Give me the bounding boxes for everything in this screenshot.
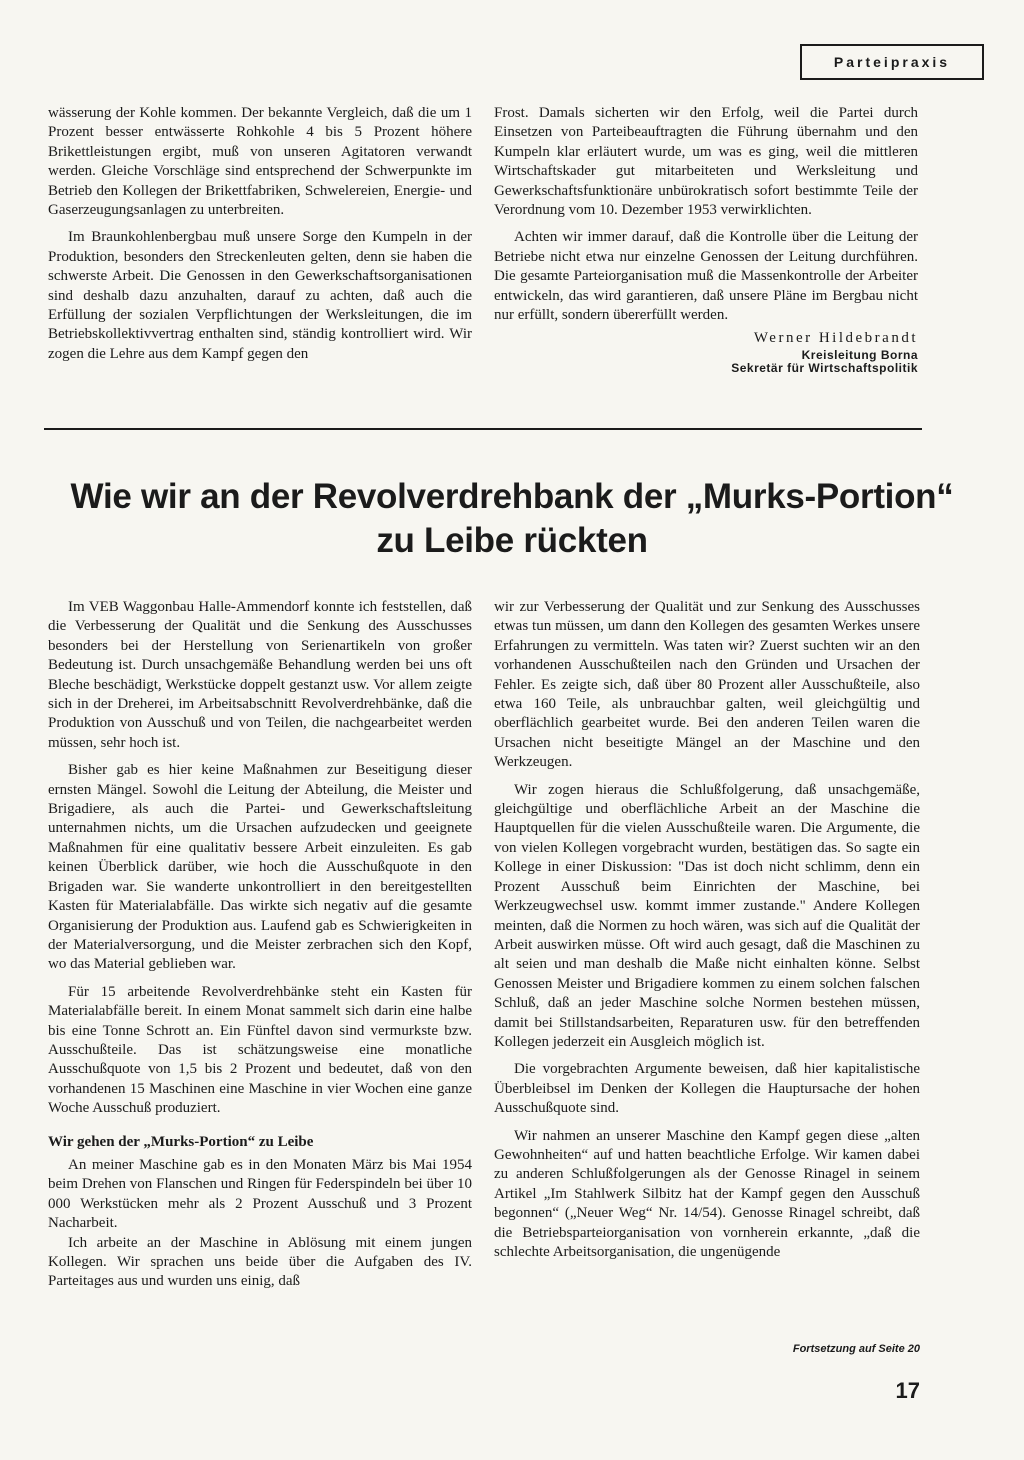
- paragraph: Ich arbeite an der Maschine in Ablösung mit einem jungen Kollegen. Wir sprachen uns beide über die Aufgaben des IV. Parteitages aus und wurden uns einig, daß: [48, 1234, 472, 1290]
- paragraph: Wir nahmen an unserer Maschine den Kampf gegen diese „alten Gewohnheiten“ auf und hatten beachtliche Erfolge. Wir kamen dabei zu anderen Schlußfolgerungen als der Genosse Rinagel in seinem Artikel „Im Stahlwerk Silbitz hat der Kampf gegen den Ausschuß begonnen“ („Neuer Weg“ Nr. 14/54). Genosse Rinagel schreibt, daß die Betriebsparteiorganisation von vornherein erkannte, „daß die schlechte Arbeitsorganisation, die ungenügende: [494, 1127, 920, 1260]
- article-left-column: [48, 598, 472, 1292]
- paragraph: Bisher gab es hier keine Maßnahmen zur Beseitigung dieser ernsten Mängel. Sowohl die Leitung der Abteilung, die Meister und Brigadiere, als auch die Partei- und Gewerkschaftsleitung unternahmen nichts, um die Ursachen aufzudecken und geeignete Maßnahmen für eine qualitativ bessere Arbeit einzuleiten. Es gab keinen Überblick darüber, wie hoch die Ausschußquote in den Brigaden war. Sie wanderte unkontrolliert in den bereitgestellten Kasten für Materialabfälle. Das wirkte sich negativ auf die gesamte Organisierung der Produktion aus. Laufend gab es Schwierigkeiten in der Materialversorgung, und die Meister zerbrachen sich den Kopf, wo das Material geblieben war.: [48, 762, 472, 973]
- paragraph: An meiner Maschine gab es in den Monaten März bis Mai 1954 beim Drehen von Flanschen und Ringen für Federspindeln bei über 10 000 Werkstücken mehr als 2 Prozent Ausschuß und 3 Prozent Nacharbeit.: [48, 1156, 472, 1232]
- article-headline: [40, 475, 984, 563]
- author-role: Sekretär für Wirtschaftspolitik: [731, 360, 918, 375]
- article-right-column: [494, 598, 920, 1262]
- top-article-right-column: [494, 104, 918, 375]
- paragraph: Im Braunkohlenbergbau muß unsere Sorge den Kumpeln in der Produktion, besonders den Streckenleuten gelten, denn sie haben die schwerste Arbeit. Die Genossen in den Gewerkschaftsorganisationen sind deshalb dazu anzuhalten, darauf zu achten, daß auch die Erfüllung der sozialen Verpflichtungen der Werksleitungen, die im Betriebskollektivvertrag enthalten sind, ständig kontrolliert wird. Wir zogen die Lehre aus dem Kampf gegen den: [48, 229, 472, 362]
- continued-note: Fortsetzung auf Seite 20: [792, 1343, 920, 1355]
- headline-line-2: zu Leibe rückten: [376, 521, 648, 560]
- page-number: 17: [895, 1378, 920, 1403]
- paragraph: Die vorgebrachten Argumente beweisen, daß hier kapitalistische Überbleibsel im Denken der Kollegen die Hauptursache der hohen Ausschußquote sind.: [494, 1061, 920, 1117]
- author-unit: Kreisleitung Borna: [801, 347, 918, 362]
- paragraph: Wir zogen hieraus die Schlußfolgerung, daß unsachgemäße, gleichgültige und oberflächliche Arbeit an der Maschine die Hauptquellen für die vielen Ausschußteile waren. Die Argumente, die von vielen Kollegen vorgebracht wurden, bestätigen das. So sagte ein Kollege in einer Diskussion: "Das ist doch nicht schlimm, denn ein Prozent Ausschuß beim Einrichten der Maschine, bei Werkzeugwechsel usw. kommt immer zustande." Andere Kollegen meinten, daß die Normen zu hoch wären, was sich auf die Qualität der Arbeit auswirken müsse. Oft wird auch gesagt, daß die Maschinen zu alt seien und man deshalb die Maße nicht einhalten könne. Selbst Genossen Meister und Brigadiere kommen zu einem solchen falschen Schluß, daß an jeder Maschine solche Normen bestehen müssen, damit bei Stillstandsarbeiten, Reparaturen usw. für den betreffenden Kollegen jederzeit ein Ausgleich möglich ist.: [494, 781, 920, 1050]
- section-divider: [44, 428, 922, 430]
- signature: [494, 329, 918, 374]
- paragraph: Für 15 arbeitende Revolverdrehbänke steht ein Kasten für Materialabfälle bereit. In einem Monat sammelt sich darin eine halbe bis eine Tonne Schrott an. Ein Fünftel davon sind vermurkste bzw. Ausschußteile. Das ist schätzungsweise eine monatliche Ausschußquote von 1,5 bis 2 Prozent und bedeutet, daß von den vorhandenen 15 Maschinen eine Maschine in vier Wochen eine ganze Woche Ausschuß produziert.: [48, 983, 472, 1117]
- paragraph: Achten wir immer darauf, daß die Kontrolle über die Leitung der Betriebe nicht etwa nur einzelne Genossen der Leitung durchführen. Die gesamte Parteiorganisation muß die Massenkontrolle der Arbeiter entwickeln, das wird garantieren, daß unsere Pläne im Bergbau nicht nur erfüllt, sondern übererfüllt werden.: [494, 229, 918, 324]
- author-name: Werner Hildebrandt: [753, 330, 918, 347]
- article-subheading: Wir gehen der „Murks-Portion“ zu Leibe: [48, 1133, 314, 1150]
- paragraph: wir zur Verbesserung der Qualität und zur Senkung des Ausschusses etwas tun müssen, um dann den Kollegen des gesamten Werkes unsere Erfahrungen zu vermitteln. Was taten wir? Zuerst suchten wir an den vorhandenen Ausschußteilen nach den Gründen und Ursachen der Fehler. Es zeigte sich, daß über 80 Prozent aller Ausschußteile, also etwa 160 Teile, als unbrauchbar galten, weil gleichgültig und oberflächlich gearbeitet wurde. Bei den anderen Teilen waren die Ursachen nicht beseitigte Mängel an der Maschine und den Werkzeugen.: [494, 599, 920, 771]
- section-label: Parteipraxis: [800, 44, 984, 80]
- headline-line-1: Wie wir an der Revolverdrehbank der „Murks-Portion“: [70, 477, 954, 516]
- top-article-left-column: [48, 104, 472, 364]
- paragraph: wässerung der Kohle kommen. Der bekannte Vergleich, daß die um 1 Prozent besser entwässerte Rohkohle 4 bis 5 Prozent höhere Brikettleistungen ergibt, muß von unseren Agitatoren verwandt werden. Gleiche Vorschläge sind entsprechend der Schwerpunkte im Betrieb den Kollegen der Brikettfabriken, Schwelereien, Energie- und Gaserzeugungsanlagen zu unterbreiten.: [48, 105, 472, 219]
- paragraph: Frost. Damals sicherten wir den Erfolg, weil die Partei durch Einsetzen von Parteibeauftragten die Führung übernahm und den Kumpeln klar erläutert wurde, um was es ging, weil die mittleren Wirtschaftskader gut mitarbeiteten und Werksleitung und Gewerkschaftsfunktionäre unbürokratisch sofort bestimmte Teile der Verordnung vom 10. Dezember 1953 verwirklichten.: [494, 105, 918, 219]
- paragraph: Im VEB Waggonbau Halle-Ammendorf konnte ich feststellen, daß die Verbesserung der Qualität und die Senkung des Ausschusses besonders bei der Herstellung von Serienartikeln von großer Bedeutung ist. Durch unsachgemäße Behandlung werden bei uns oft Bleche beschädigt, Werkstücke doppelt gestanzt usw. Vor allem zeigte sich in der Dreherei, im Arbeitsabschnitt Revolverdrehbänke, daß die Produktion von Ausschuß und von Teilen, die nachgearbeitet werden müssen, sehr hoch ist.: [48, 599, 472, 751]
